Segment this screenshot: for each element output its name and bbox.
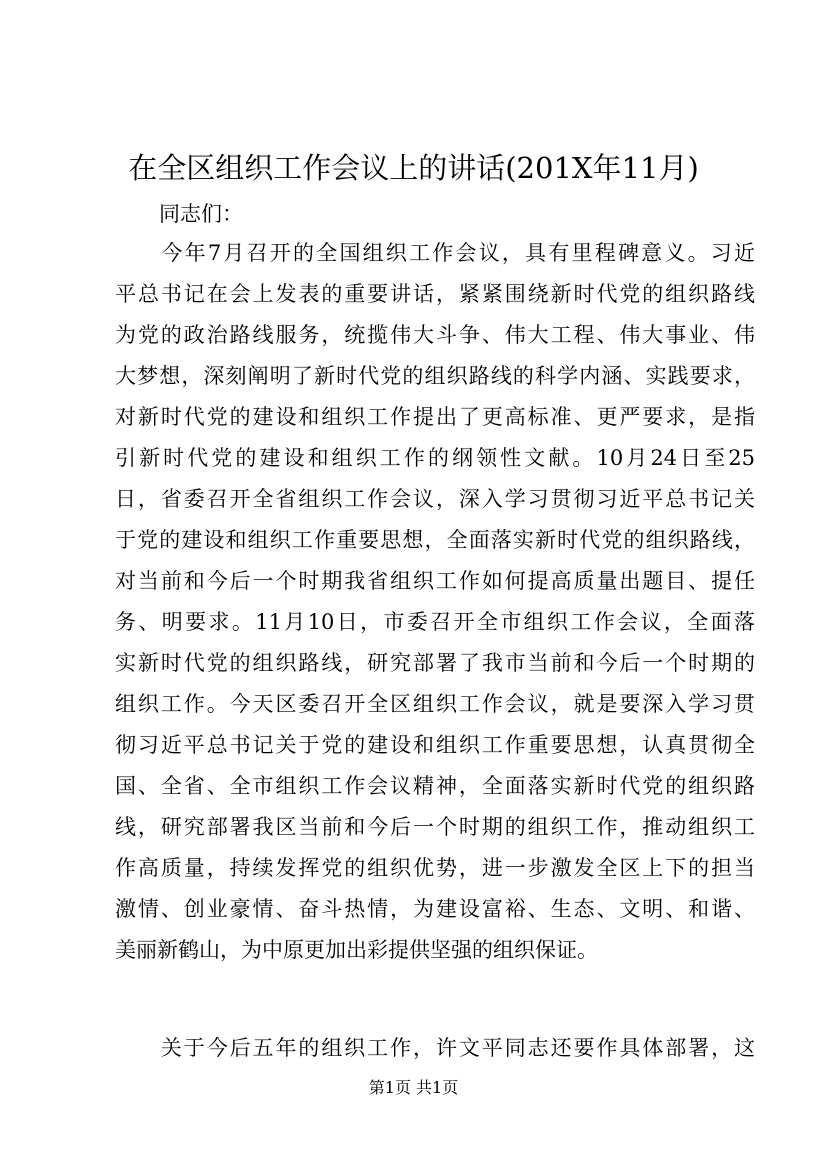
text-line: 对当前和今后一个时期我省组织工作如何提高质量出题目、提任 xyxy=(115,569,755,593)
text-line: 实新时代党的组织路线，研究部署了我市当前和今后一个时期的 xyxy=(115,651,755,675)
document-title: 在全区组织工作会议上的讲话(201X年11月) xyxy=(128,151,699,185)
text-line: 于党的建设和组织工作重要思想，全面落实新时代党的组织路线， xyxy=(115,528,755,552)
text-line: 国、全省、全市组织工作会议精神，全面落实新时代党的组织路 xyxy=(115,774,755,798)
text-line: 激情、创业豪情、奋斗热情，为建设富裕、生态、文明、和谐、 xyxy=(115,897,755,921)
page-footer: 第1页 共1页 xyxy=(368,1078,459,1097)
text-line: 平总书记在会上发表的重要讲话，紧紧围绕新时代党的组织路线 xyxy=(115,282,755,306)
text-line: 作高质量，持续发挥党的组织优势，进一步激发全区上下的担当 xyxy=(115,856,755,880)
text-line: 美丽新鹤山，为中原更加出彩提供坚强的组织保证。 xyxy=(115,938,598,962)
text-line: 对新时代党的建设和组织工作提出了更高标准、更严要求，是指 xyxy=(115,405,755,429)
text-line: 引新时代党的建设和组织工作的纲领性文献。10月24日至25 xyxy=(115,446,755,470)
text-line: 日，省委召开全省组织工作会议，深入学习贯彻习近平总书记关 xyxy=(115,487,755,511)
text-line: 彻习近平总书记关于党的建设和组织工作重要思想，认真贯彻全 xyxy=(115,733,755,757)
text-line: 组织工作。今天区委召开全区组织工作会议，就是要深入学习贯 xyxy=(115,692,755,716)
text-line: 为党的政治路线服务，统揽伟大斗争、伟大工程、伟大事业、伟 xyxy=(115,323,755,347)
paragraph-1 xyxy=(115,233,755,971)
paragraph-2 xyxy=(115,1028,755,1069)
text-line: 今年7月召开的全国组织工作会议，具有里程碑意义。习近 xyxy=(115,241,755,265)
text-line: 关于今后五年的组织工作，许文平同志还要作具体部署，这 xyxy=(115,1036,755,1060)
salutation: 同志们： xyxy=(159,202,243,226)
text-line: 大梦想，深刻阐明了新时代党的组织路线的科学内涵、实践要求， xyxy=(115,364,755,388)
text-line: 务、明要求。11月10日，市委召开全市组织工作会议，全面落 xyxy=(115,610,755,634)
text-line: 线，研究部署我区当前和今后一个时期的组织工作，推动组织工 xyxy=(115,815,755,839)
